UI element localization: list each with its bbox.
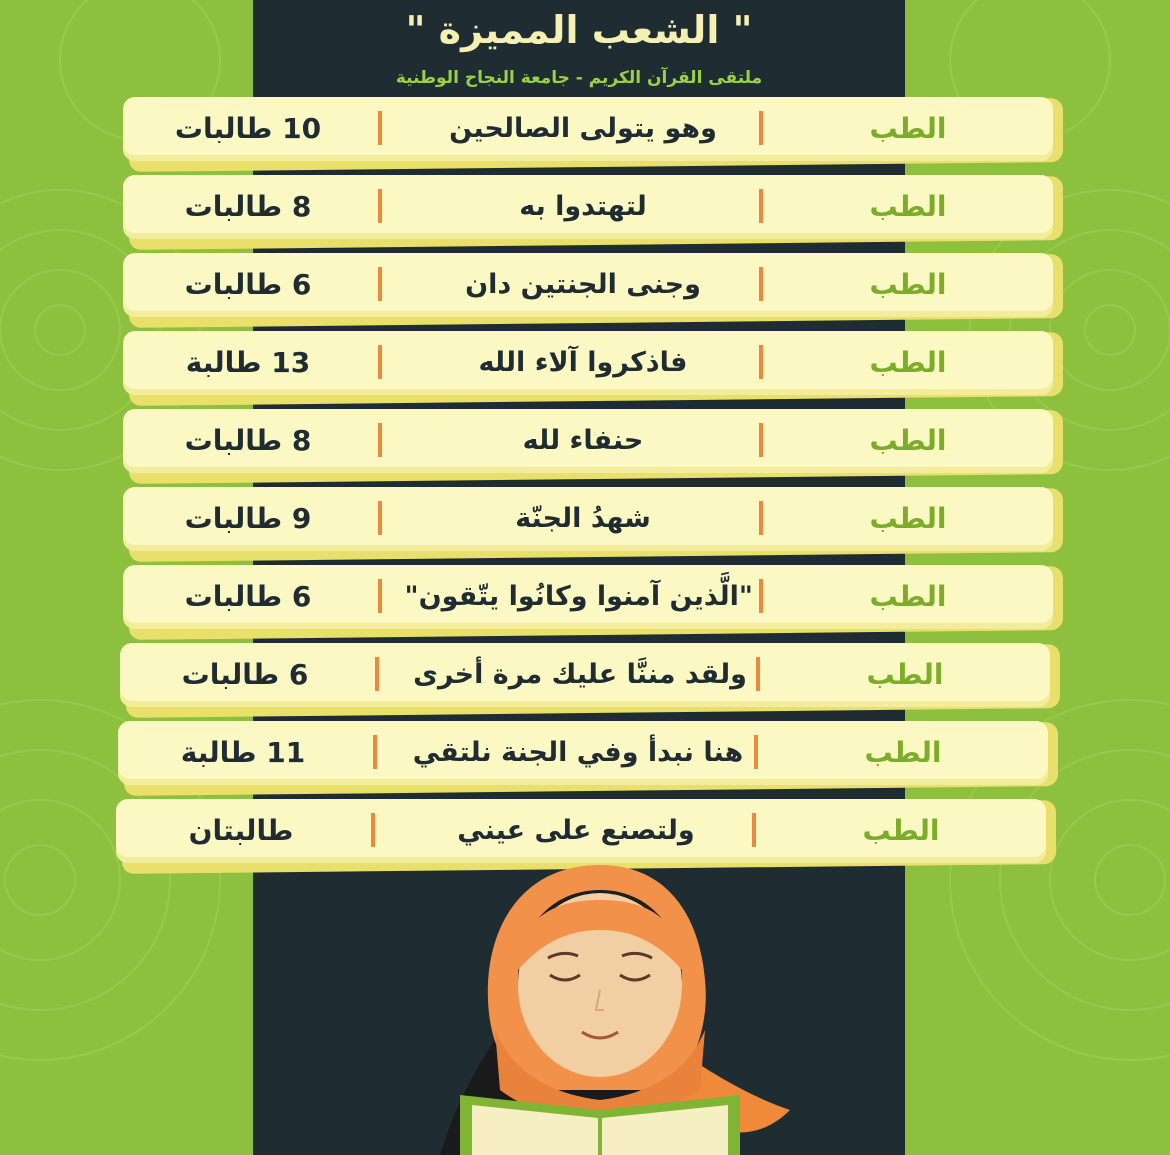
separator (752, 813, 756, 847)
separator (378, 189, 382, 223)
separator (378, 345, 382, 379)
group-name: لتهتدوا به (519, 191, 647, 222)
separator (759, 111, 763, 145)
group-name: ولتصنع على عيني (457, 815, 695, 846)
separator (759, 189, 763, 223)
separator (759, 267, 763, 301)
separator (756, 657, 760, 691)
page-title: " الشعب المميزة " (405, 8, 753, 52)
list-item (120, 643, 1050, 707)
separator (759, 345, 763, 379)
separator (371, 813, 375, 847)
faculty-label: الطب (869, 112, 947, 145)
girl-reading-quran-icon (400, 860, 800, 1155)
separator (378, 579, 382, 613)
faculty-label: الطب (862, 814, 940, 847)
page-subtitle: ملتقى القرآن الكريم - جامعة النجاح الوطنية (395, 68, 763, 88)
group-name: حنفاء لله (522, 425, 644, 456)
student-count: طالبتان (188, 814, 294, 847)
group-name: "الَّذين آمنوا وكانُوا يتّقون" (404, 581, 753, 612)
faculty-label: الطب (869, 502, 947, 535)
separator (375, 657, 379, 691)
list-item (123, 565, 1053, 629)
separator (759, 579, 763, 613)
faculty-label: الطب (866, 658, 944, 691)
list-item (123, 253, 1053, 317)
separator (378, 111, 382, 145)
separator (378, 423, 382, 457)
student-count: 10 طالبات (174, 112, 322, 145)
student-count: 8 طالبات (184, 190, 312, 223)
student-count: 6 طالبات (184, 268, 312, 301)
group-name: هنا نبدأ وفي الجنة نلتقي (412, 737, 744, 768)
student-count: 8 طالبات (184, 424, 312, 457)
faculty-label: الطب (869, 346, 947, 379)
faculty-label: الطب (869, 190, 947, 223)
list-item (118, 721, 1048, 785)
student-count: 11 طالبة (180, 736, 306, 769)
faculty-label: الطب (869, 424, 947, 457)
group-name: وهو يتولى الصالحين (449, 113, 717, 144)
separator (759, 423, 763, 457)
list-item (116, 799, 1046, 863)
separator (754, 735, 758, 769)
list-item (123, 487, 1053, 551)
separator (378, 501, 382, 535)
group-name: ولقد مننَّا عليك مرة أخرى (413, 659, 747, 690)
student-count: 6 طالبات (184, 580, 312, 613)
list-item (123, 175, 1053, 239)
separator (378, 267, 382, 301)
separator (373, 735, 377, 769)
group-name: وجنى الجنتين دان (465, 269, 701, 300)
student-count: 6 طالبات (181, 658, 309, 691)
faculty-label: الطب (864, 736, 942, 769)
separator (759, 501, 763, 535)
list-item (123, 409, 1053, 473)
list-item (123, 97, 1053, 161)
group-name: شهدُ الجنّة (515, 503, 651, 534)
faculty-label: الطب (869, 268, 947, 301)
faculty-label: الطب (869, 580, 947, 613)
student-count: 9 طالبات (184, 502, 312, 535)
list-item (123, 331, 1053, 395)
student-count: 13 طالبة (185, 346, 311, 379)
group-name: فاذكروا آلاء الله (478, 347, 688, 378)
